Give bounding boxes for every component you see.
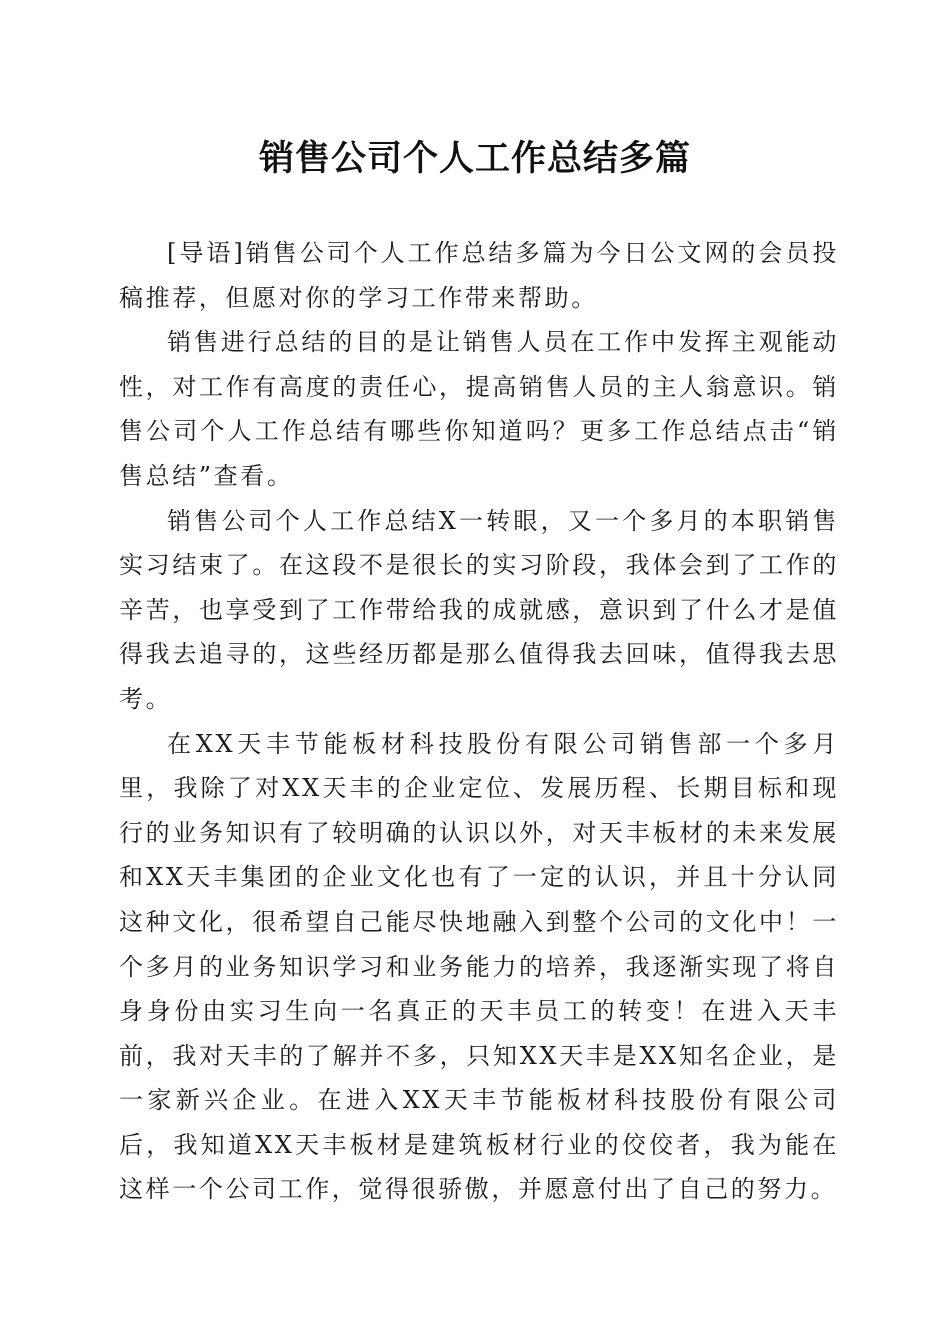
document-body [119,231,839,1212]
paragraph-company-experience: 在XX天丰节能板材科技股份有限公司销售部一个多月里，我除了对XX天丰的企业定位、发展历程、长期目标和现行的业务知识有了较明确的认识以外，对天丰板材的未来发展和XX天丰集团的企业文化也有了一定的认识，并且十分认同这种文化，很希望自己能尽快地融入到整个公司的文化中！一个多月的业务知识学习和业务能力的培养，我逐渐实现了将自身身份由实习生向一名真正的天丰员工的转变！在进入天丰前，我对天丰的了解并不多，只知XX天丰是XX知名企业，是一家新兴企业。在进入XX天丰节能板材科技股份有限公司后，我知道XX天丰板材是建筑板材行业的佼佼者，我为能在这样一个公司工作，觉得很骄傲，并愿意付出了自己的努力。 [119,729,839,1204]
paragraph-intro: [导语]销售公司个人工作总结多篇为今日公文网的会员投稿推荐，但愿对你的学习工作带来帮助。 [119,239,839,312]
paragraph-purpose: 销售进行总结的目的是让销售人员在工作中发挥主观能动性，对工作有高度的责任心，提高销售人员的主人翁意识。销售公司个人工作总结有哪些你知道吗？更多工作总结点击“销售总结”查看。 [119,328,839,490]
paragraph-summary-x: 销售公司个人工作总结X一转眼，又一个多月的本职销售实习结束了。在这段不是很长的实习阶段，我体会到了工作的辛苦，也享受到了工作带给我的成就感，意识到了什么才是值得我去追寻的，这些经历都是那么值得我去回味，值得我去思考。 [119,506,839,713]
document-title: 销售公司个人工作总结多篇 [258,138,691,179]
